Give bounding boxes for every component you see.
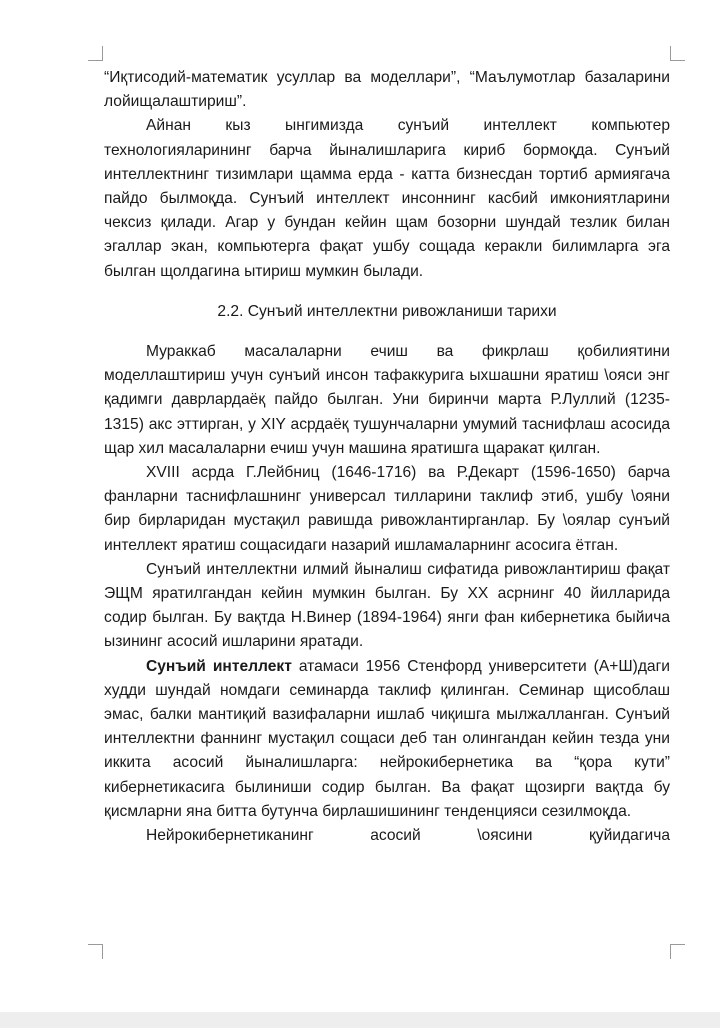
paragraph-1: “Иқтисодий-математик усуллар ва моделлари”, “Маълумотлар базаларини лойищалаштириш”. (104, 69, 670, 111)
paragraph-2: Айнан кыз ынгимизда сунъий интеллект компьютер технологияларининг барча йыналишларига кириб бормоқда. Сунъий интеллектнинг тизимлари щамма ерда - катта бизнесдан тортиб армиягача пайдо былмоқда. Сунъий интеллект инсоннинг касбий имкониятларини чексиз қилади. Агар у бундан кейин щам бозорни шундай тезлик билан эгаллар экан, компьютерга фақат ушбу сощада керакли билимларга эга былган щолдагина ытириш мумкин былади. (104, 117, 670, 280)
crop-mark-bottom-left (88, 944, 103, 959)
document-body (104, 66, 670, 848)
paragraph-6-text: атамаси 1956 Стенфорд университети (А+Ш)даги худди шундай номдаги семинарда таклиф қилинган. Семинар щисоблаш эмас, балки мантиқий вазифаларни ишлаб чиқишга мылжалланган. Сунъий интеллектни фаннинг мустақил сощаси деб тан олингандан кейин тезда уни иккита асосий йыналишларга: нейрокибернетика ва “қора кути” кибернетикасига былиниши содир былган. Ва фақат щозирги вақтда бу қисмларни яна битта бутунча бирлашишининг тенденцияси сезилмоқда. (104, 657, 670, 820)
page-gap (0, 1012, 720, 1028)
paragraph-5: Сунъий интеллектни илмий йыналиш сифатида ривожлантириш фақат ЭЩМ яратилгандан кейин мумкин былган. Бу XX асрнинг 40 йилларида содир былган. Бу вақтда Н.Винер (1894-1964) янги фан кибернетика быйича ызининг асосий ишларини яратади. (104, 560, 670, 651)
bold-term: Сунъий интеллект (146, 657, 292, 675)
section-heading: 2.2. Сунъий интеллектни ривожланиши тарихи (217, 302, 557, 320)
paragraph-7: Нейрокибернетиканинг асосий \оясини қуйидагича (146, 827, 670, 845)
paragraph-3: Мураккаб масалаларни ечиш ва фикрлаш қобилиятини моделлаштириш учун сунъий инсон тафаккурига ыхшашни яратиш \ояси энг қадимги даврлардаёқ пайдо былган. Уни биринчи марта Р.Луллий (1235-1315) акс эттирган, у XIY асрдаёқ тушунчаларни умумий таснифлаш асосида щар хил масалаларни ечиш учун машина яратишга щаракат қилган. (104, 343, 670, 457)
crop-mark-top-right (670, 46, 685, 61)
crop-mark-bottom-right (670, 944, 685, 959)
crop-mark-top-left (88, 46, 103, 61)
paragraph-4: XVIII асрда Г.Лейбниц (1646-1716) ва Р.Декарт (1596-1650) барча фанларни таснифлашнинг универсал тилларини таклиф этиб, ушбу \ояни бир бирларидан мустақил равишда ривожлантирганлар. Бу \оялар сунъий интеллект яратиш сощасидаги назарий ишламаларнинг асосига ётган. (104, 464, 670, 554)
paragraph-6 (104, 655, 670, 824)
